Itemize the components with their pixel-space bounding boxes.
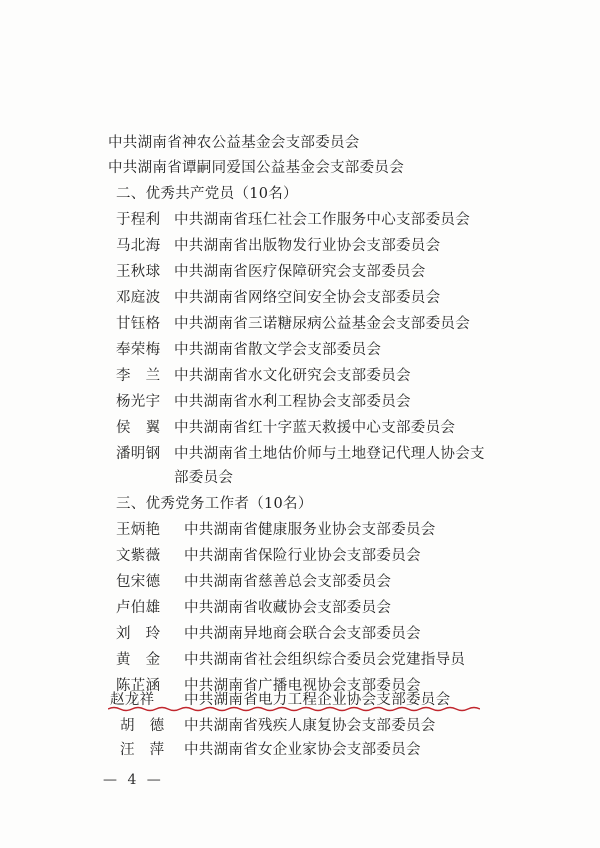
- entry-org: 中共湖南省水文化研究会支部委员会: [174, 368, 411, 384]
- section-heading: 二、优秀共产党员（10名）: [116, 186, 298, 202]
- entry-org: 中共湖南省网络空间安全协会支部委员会: [174, 290, 441, 306]
- org-line: 中共湖南省神农公益基金会支部委员会: [108, 135, 360, 151]
- entry-org: 中共湖南省土地估价师与土地登记代理人协会支: [174, 446, 485, 462]
- entry-org: 中共湖南省女企业家协会支部委员会: [184, 742, 421, 758]
- entry-org: 中共湖南省医疗保障研究会支部委员会: [174, 264, 426, 280]
- entry-org: 中共湖南省慈善总会支部委员会: [184, 574, 392, 590]
- entry-name: 潘明钢: [116, 446, 161, 462]
- entry-org: 中共湖南省珏仁社会工作服务中心支部委员会: [174, 212, 470, 228]
- entry-name: 黄 金: [116, 652, 161, 668]
- entry-name: 汪 萍: [120, 742, 165, 758]
- entry-name: 李 兰: [116, 368, 161, 384]
- entry-org: 中共湖南省社会组织综合委员会党建指导员: [184, 652, 466, 668]
- entry-name: 陈芷涵: [116, 678, 161, 694]
- entry-org: 中共湖南省健康服务业协会支部委员会: [184, 522, 436, 538]
- entry-name: 邓庭波: [116, 290, 161, 306]
- entry-name: 王炳艳: [116, 522, 161, 538]
- entry-name: 卢伯雄: [116, 600, 161, 616]
- entry-name: 杨光宇: [116, 394, 161, 410]
- entry-org: 中共湖南省水利工程协会支部委员会: [174, 394, 411, 410]
- entry-name: 马北海: [116, 238, 161, 254]
- entry-name: 甘钰格: [116, 316, 161, 332]
- entry-name: 刘 玲: [116, 626, 161, 642]
- entry-org: 中共湖南省出版物发行业协会支部委员会: [174, 238, 441, 254]
- entry-org: 中共湖南省保险行业协会支部委员会: [184, 548, 421, 564]
- entry-org: 中共湖南省红十字蓝天救援中心支部委员会: [174, 420, 456, 436]
- entry-org: 中共湖南省广播电视协会支部委员会: [184, 678, 421, 694]
- handwritten-underline-mark: [108, 706, 480, 712]
- entry-org: 中共湖南省三诺糖尿病公益基金会支部委员会: [174, 316, 470, 332]
- org-line: 中共湖南省谭嗣同爱国公益基金会支部委员会: [108, 160, 404, 176]
- section-heading: 三、优秀党务工作者（10名）: [116, 496, 313, 512]
- entry-org-continued: 部委员会: [174, 470, 234, 486]
- entry-org: 中共湖南省收藏协会支部委员会: [184, 600, 392, 616]
- entry-name: 胡 德: [120, 718, 165, 734]
- entry-org: 中共湖南省电力工程企业协会支部委员会: [184, 692, 451, 708]
- entry-name: 侯 翼: [116, 420, 161, 436]
- entry-name: 赵龙祥: [110, 692, 155, 708]
- entry-name: 文紫薇: [116, 548, 161, 564]
- page-number: — 4 —: [103, 772, 164, 788]
- entry-org: 中共湖南异地商会联合会支部委员会: [184, 626, 421, 642]
- entry-org: 中共湖南省散文学会支部委员会: [174, 342, 382, 358]
- entry-name: 王秋球: [116, 264, 161, 280]
- entry-org: 中共湖南省残疾人康复协会支部委员会: [184, 718, 436, 734]
- entry-name: 包宋德: [116, 574, 161, 590]
- entry-name: 于程利: [116, 212, 161, 228]
- entry-name: 奉荣梅: [116, 342, 161, 358]
